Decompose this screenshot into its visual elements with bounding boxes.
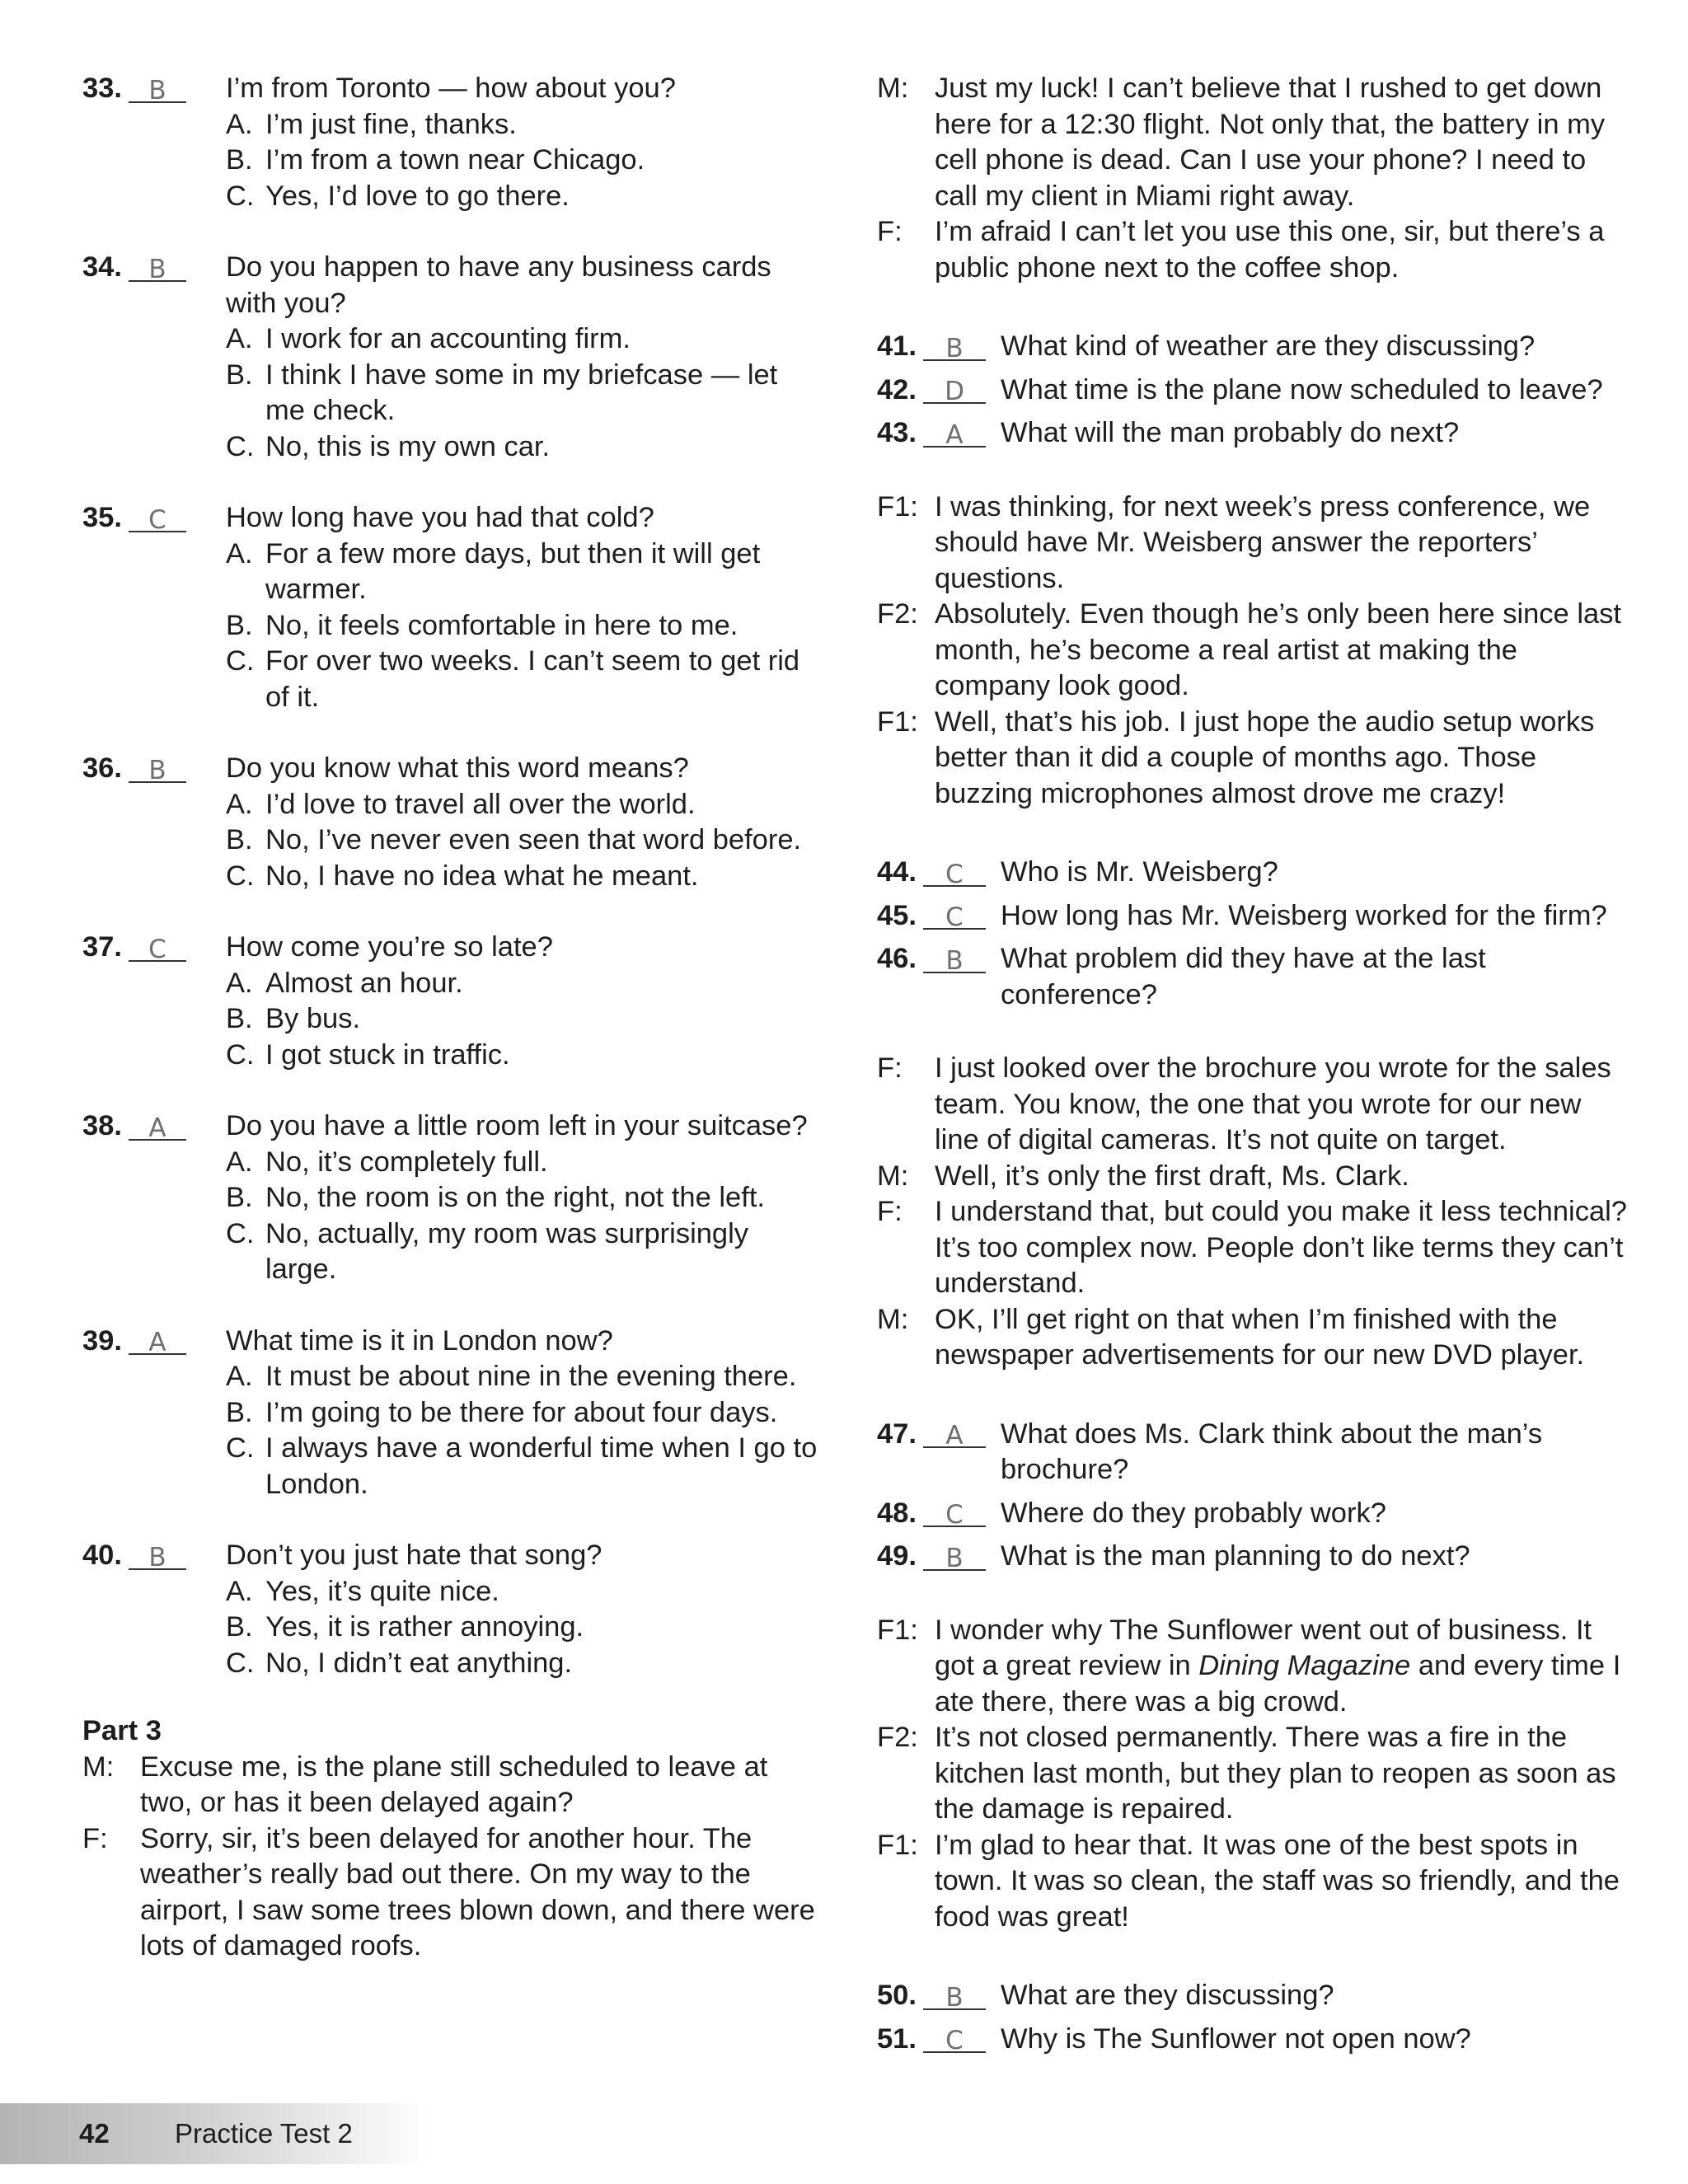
option-letter: A. (226, 108, 253, 140)
question-block (82, 751, 824, 894)
option-letter: C. (226, 1217, 255, 1249)
question-body (226, 71, 824, 214)
question-number: 47. (877, 1418, 917, 1450)
option-letter: A. (226, 1361, 253, 1392)
question-text: What is the man planning to do next? (1001, 1540, 1470, 1572)
dialogue-line (82, 1821, 824, 1965)
option-letter: B. (226, 144, 253, 176)
question-block (82, 930, 824, 1073)
dialogue-text: Well, it’s only the first draft, Ms. Clark. (935, 1160, 1409, 1192)
question-body (226, 500, 824, 715)
question-number: 37. (82, 931, 122, 963)
speaker-label: F1: (877, 1829, 918, 1861)
questions-47-49 (877, 1417, 1627, 1575)
handwritten-answer: D (945, 377, 964, 406)
answer-blank (129, 930, 186, 966)
answer-blank (923, 2022, 986, 2058)
right-column (877, 71, 1627, 2095)
question-body (226, 751, 824, 894)
speaker-label: F1: (877, 490, 918, 523)
question-row (877, 898, 1627, 935)
answer-blank (923, 855, 986, 891)
question-row (877, 1978, 1627, 2014)
answer-blank (129, 500, 186, 537)
dialogue-line (877, 1302, 1627, 1374)
option-letter: A. (226, 1575, 253, 1607)
question-prompt: How come you’re so late? (226, 931, 553, 963)
dialogue-line (877, 71, 1627, 214)
answer-option (226, 1646, 824, 1682)
option-text: I got stuck in traffic. (265, 1038, 510, 1071)
dialogue-text: I’m glad to hear that. It was one of the best spots in town. It was so clean, the staff was so friendly, and the food was great! (935, 1829, 1620, 1933)
question-text: What kind of weather are they discussing? (1001, 330, 1536, 362)
answer-option (226, 358, 824, 429)
option-text: By bus. (265, 1003, 361, 1034)
handwritten-answer: A (945, 1421, 964, 1451)
speaker-label: M: (877, 1303, 909, 1335)
question-row (82, 1108, 824, 1288)
dialogue-47-49 (877, 1051, 1627, 1374)
dialogue-text: I just looked over the brochure you wrote for the sales team. You know, the one that you wrote for our new line of digital cameras. It’s not quite on target. (935, 1052, 1611, 1155)
dialogue-text: It’s not closed permanently. There was a fire in the kitchen last month, but they plan to reopen as soon as the damage is repaired. (935, 1722, 1616, 1825)
question-text: What does Ms. Clark think about the man’s brochure? (1001, 1418, 1543, 1485)
option-letter: A. (226, 967, 253, 999)
question-row (877, 2022, 1627, 2058)
dialogue-line (877, 490, 1627, 598)
dialogue-line (82, 1750, 824, 1821)
dialogue-line (877, 1159, 1627, 1195)
option-text: Almost an hour. (265, 967, 463, 999)
option-text: No, it feels comfortable in here to me. (265, 609, 738, 641)
question-text: What problem did they have at the last conference? (1001, 943, 1486, 1010)
question-text: Who is Mr. Weisberg? (1001, 856, 1278, 888)
option-text: I’m going to be there for about four days. (265, 1396, 778, 1428)
question-body (226, 1324, 824, 1503)
answer-option (226, 966, 824, 1002)
dialogue-text: Sorry, sir, it’s been delayed for another hour. The weather’s really bad out there. On my way to the airport, I saw some trees blown down, and there were lots of damaged roofs. (140, 1822, 815, 1961)
question-block (82, 250, 824, 465)
option-text: It must be about nine in the evening there. (265, 1361, 797, 1392)
option-letter: B. (226, 1396, 253, 1428)
dialogue-line (877, 597, 1627, 705)
answer-blank (129, 250, 186, 286)
dialogue-text: OK, I’ll get right on that when I’m finished with the newspaper advertisements for our new DVD player. (935, 1303, 1585, 1371)
handwritten-answer: C (945, 859, 964, 889)
question-row (877, 1417, 1627, 1488)
left-column (82, 71, 824, 2000)
answer-option (226, 859, 824, 895)
dialogue-line (877, 1051, 1627, 1159)
question-row (877, 415, 1627, 452)
option-letter: B. (226, 359, 253, 391)
dialogue-text: Excuse me, is the plane still scheduled to leave at two, or has it been delayed again? (140, 1750, 768, 1818)
question-number: 34. (82, 251, 122, 283)
speaker-label: M: (82, 1750, 115, 1783)
question-number: 44. (877, 856, 917, 888)
question-text: Where do they probably work? (1001, 1497, 1386, 1529)
question-block (82, 500, 824, 715)
option-letter: C. (226, 860, 255, 892)
dialogue-line (877, 1194, 1627, 1302)
option-letter: B. (226, 1003, 253, 1034)
dialogue-text: Just my luck! I can’t believe that I rushed to get down here for a 12:30 flight. Not only that, the battery in my cell phone is dead. Can I use your phone? I need to call my client in Miami right away. (935, 73, 1606, 212)
option-letter: B. (226, 1611, 253, 1643)
answer-blank (129, 1538, 186, 1574)
handwritten-answer: C (148, 934, 166, 964)
question-text: Why is The Sunflower not open now? (1001, 2022, 1471, 2055)
answer-blank (923, 373, 986, 409)
magazine-title: Dining Magazine (1198, 1650, 1411, 1681)
question-number: 45. (877, 899, 917, 931)
question-text: What are they discussing? (1001, 1980, 1334, 2011)
handwritten-answer: C (945, 902, 964, 932)
option-text: No, it’s completely full. (265, 1146, 548, 1178)
question-number: 49. (877, 1540, 917, 1572)
answer-option (226, 608, 824, 644)
question-row (82, 930, 824, 1073)
option-letter: A. (226, 537, 253, 569)
dialogue-line (877, 705, 1627, 813)
answer-blank (129, 751, 186, 787)
option-text: I think I have some in my briefcase — let me check. (265, 359, 778, 426)
question-prompt: Do you know what this word means? (226, 752, 689, 784)
question-number: 46. (877, 943, 917, 974)
question-block (82, 71, 824, 214)
question-prompt: What time is it in London now? (226, 1324, 613, 1357)
option-text: No, I have no idea what he meant. (265, 860, 699, 892)
option-text: For over two weeks. I can’t seem to get rid of it. (265, 645, 800, 713)
question-number: 50. (877, 1980, 917, 2011)
option-text: I always have a wonderful time when I go to London. (265, 1432, 818, 1500)
handwritten-answer: B (945, 1543, 964, 1573)
handwritten-answer: A (148, 1328, 166, 1357)
speaker-label: F1: (877, 705, 918, 738)
dialogue-text (935, 1613, 1627, 1721)
answer-blank (923, 415, 986, 452)
answer-option (226, 1610, 824, 1646)
question-number: 38. (82, 1110, 122, 1141)
option-text: I’d love to travel all over the world. (265, 788, 696, 820)
option-letter: C. (226, 1038, 255, 1071)
option-letter: C. (226, 430, 255, 462)
answer-option (226, 1145, 824, 1181)
dialogue-line (877, 1613, 1627, 1721)
question-row (877, 941, 1627, 1013)
question-number: 48. (877, 1497, 917, 1529)
question-row (877, 1539, 1627, 1575)
question-number: 41. (877, 330, 917, 362)
answer-option (226, 429, 824, 466)
question-number: 33. (82, 73, 122, 104)
answer-option (226, 321, 824, 358)
option-text: I work for an accounting firm. (265, 323, 631, 354)
option-text: No, this is my own car. (265, 430, 551, 462)
question-body (226, 1538, 824, 1681)
option-letter: B. (226, 1182, 253, 1213)
option-letter: B. (226, 609, 253, 641)
question-prompt: Don’t you just hate that song? (226, 1540, 603, 1571)
question-body (226, 930, 824, 1073)
answer-option (226, 179, 824, 215)
question-block (82, 1108, 824, 1288)
option-letter: B. (226, 824, 253, 855)
answer-option (226, 1180, 824, 1216)
question-prompt: How long have you had that cold? (226, 502, 654, 533)
part3-section (82, 1713, 824, 1965)
handwritten-answer: B (945, 333, 964, 363)
answer-option (226, 1574, 824, 1610)
handwritten-answer: A (945, 419, 964, 450)
dialogue-text: I was thinking, for next week’s press conference, we should have Mr. Weisberg answer the reporters’ questions. (935, 490, 1591, 594)
speaker-label: F: (877, 1196, 903, 1227)
answer-blank (923, 1496, 986, 1532)
answer-option (226, 823, 824, 859)
handwritten-answer: C (945, 2026, 964, 2055)
page-number: 42 (79, 2118, 110, 2149)
question-row (877, 855, 1627, 891)
dialogue-text: I understand that, but could you make it less technical? It’s too complex now. People don’t like terms they can’t understand. (935, 1196, 1627, 1299)
answer-option (226, 787, 824, 823)
speaker-label: F: (877, 216, 903, 247)
answer-blank (923, 941, 986, 977)
question-prompt: I’m from Toronto — how about you? (226, 73, 676, 104)
option-text: I’m just fine, thanks. (265, 108, 517, 140)
answer-blank (923, 898, 986, 935)
speaker-label: F: (82, 1822, 108, 1854)
question-prompt: Do you happen to have any business cards with you? (226, 251, 771, 319)
dialogue-line (877, 1720, 1627, 1828)
answer-option (226, 1395, 824, 1432)
dialogue-44-46 (877, 490, 1627, 813)
question-number: 42. (877, 373, 917, 405)
questions-44-46 (877, 855, 1627, 1013)
answer-option (226, 107, 824, 143)
option-letter: A. (226, 788, 253, 820)
question-row (877, 1496, 1627, 1532)
question-body (226, 1108, 824, 1288)
question-list-33-40 (82, 71, 824, 1681)
page-label: Practice Test 2 (175, 2118, 353, 2149)
part3-title: Part 3 (82, 1715, 162, 1746)
dialogue-text: Absolutely. Even though he’s only been here since last month, he’s become a real artist at making the company look good. (935, 598, 1622, 701)
dialogue-text-part: and every time I ate there, there was a big crowd. (935, 1650, 1621, 1718)
question-block (82, 1324, 824, 1503)
option-text: For a few more days, but then it will get warmer. (265, 537, 761, 605)
answer-blank (129, 1324, 186, 1360)
option-letter: C. (226, 1432, 255, 1464)
answer-option (226, 143, 824, 179)
answer-blank (923, 1539, 986, 1575)
speaker-label: F2: (877, 1722, 918, 1753)
question-row (877, 329, 1627, 365)
question-number: 35. (82, 502, 122, 533)
speaker-label: F1: (877, 1614, 918, 1646)
answer-blank (923, 1978, 986, 2014)
answer-option (226, 537, 824, 608)
questions-50-51 (877, 1978, 1627, 2057)
question-row (82, 751, 824, 894)
dialogue-text: Well, that’s his job. I just hope the audio setup works better than it did a couple of months ago. Those buzzing microphones almost drove me crazy! (935, 705, 1595, 809)
option-letter: C. (226, 1647, 255, 1679)
question-block (82, 1538, 824, 1681)
option-text: Yes, it’s quite nice. (265, 1575, 499, 1607)
speaker-label: M: (877, 73, 909, 104)
handwritten-answer: B (148, 75, 166, 105)
answer-option (226, 1038, 824, 1074)
dialogue-50-51 (877, 1613, 1627, 1936)
option-text: No, actually, my room was surprisingly large. (265, 1217, 749, 1285)
handwritten-answer: C (148, 504, 166, 535)
dialogue-text-part: I wonder why The Sunflower went out of business. It got a great review in (935, 1614, 1592, 1681)
handwritten-answer: A (148, 1113, 166, 1143)
question-prompt: Do you have a little room left in your suitcase? (226, 1110, 808, 1141)
handwritten-answer: B (148, 1542, 166, 1572)
answer-option (226, 1431, 824, 1502)
answer-blank (129, 71, 186, 107)
question-row (82, 1324, 824, 1503)
dialogue-41-43-continued (877, 71, 1627, 286)
handwritten-answer: B (148, 254, 166, 284)
option-text: No, the room is on the right, not the left. (265, 1182, 765, 1213)
handwritten-answer: C (945, 1500, 964, 1530)
handwritten-answer: B (945, 945, 964, 976)
option-letter: A. (226, 323, 253, 354)
question-row (82, 1538, 824, 1681)
option-text: Yes, it is rather annoying. (265, 1611, 584, 1643)
answer-option (226, 644, 824, 715)
question-row (82, 500, 824, 715)
answer-blank (923, 1417, 986, 1453)
question-text: What will the man probably do next? (1001, 417, 1460, 448)
option-text: I’m from a town near Chicago. (265, 144, 645, 176)
answer-blank (129, 1108, 186, 1145)
question-number: 40. (82, 1540, 122, 1571)
question-body (226, 250, 824, 465)
option-letter: A. (226, 1146, 253, 1178)
question-text: How long has Mr. Weisberg worked for the firm? (1001, 899, 1607, 931)
handwritten-answer: B (945, 1982, 964, 2013)
handwritten-answer: B (148, 755, 166, 785)
question-row (82, 250, 824, 465)
dialogue-line (877, 214, 1627, 286)
option-letter: C. (226, 645, 255, 677)
option-letter: C. (226, 180, 255, 212)
question-text: What time is the plane now scheduled to leave? (1001, 373, 1603, 405)
answer-option (226, 1359, 824, 1395)
question-row (82, 71, 824, 214)
answer-blank (923, 329, 986, 365)
option-text: Yes, I’d love to go there. (265, 180, 570, 212)
question-number: 51. (877, 2022, 917, 2055)
option-text: No, I didn’t eat anything. (265, 1647, 573, 1679)
question-number: 39. (82, 1324, 122, 1357)
dialogue-text: I’m afraid I can’t let you use this one, sir, but there’s a public phone next to the coffee shop. (935, 216, 1605, 284)
speaker-label: F: (877, 1052, 903, 1084)
question-number: 43. (877, 417, 917, 448)
question-row (877, 373, 1627, 409)
question-number: 36. (82, 752, 122, 784)
speaker-label: M: (877, 1160, 909, 1192)
questions-41-43 (877, 329, 1627, 452)
dialogue-line (877, 1828, 1627, 1936)
option-text: No, I’ve never even seen that word before. (265, 824, 802, 855)
answer-option (226, 1216, 824, 1288)
answer-option (226, 1001, 824, 1038)
speaker-label: F2: (877, 598, 918, 630)
